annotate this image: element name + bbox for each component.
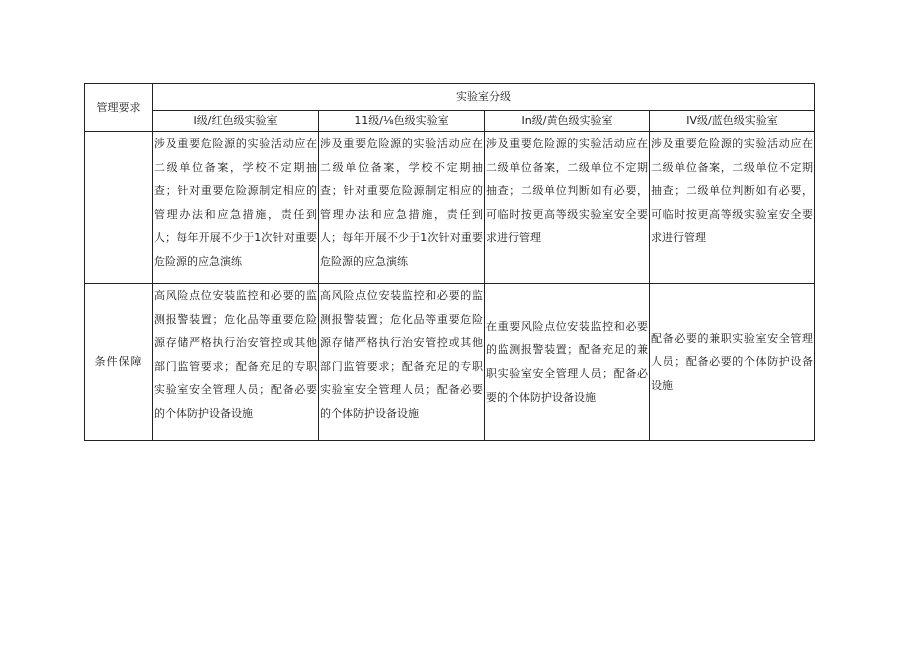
cell-text: 涉及重要危险源的实验活动应在二级单位备案，二级单位不定期抽查；二级单位判断如有必要，可临时按更高等级实验室安全要求进行管理	[486, 137, 648, 245]
cell-text: 配备必要的兼职实验室安全管理人员；配备必要的个体防护设备设施	[651, 331, 813, 392]
group-header: 实验室分级	[153, 84, 815, 111]
table-cell	[650, 132, 815, 284]
level-header-2: 11级/⅛色级实验室	[319, 111, 485, 132]
level-header-1: I级/红色级实验室	[153, 111, 319, 132]
header-row-group	[85, 84, 815, 111]
cell-text: 涉及重要危险源的实验活动应在二级单位备案，学校不定期抽查；针对重要危险源制定相应的管理办法和应急措施，责任到人；每年开展不少于1次针对重要危险源的应急演练	[320, 137, 483, 268]
header-row-levels	[85, 111, 815, 132]
row-label	[85, 132, 153, 284]
table-row	[85, 132, 815, 284]
requirements-table	[84, 83, 815, 441]
cell-text: 在重要风险点位安装监控和必要的监测报警装置；配备充足的兼职实验室安全管理人员；配备必要的个体防护设备设施	[486, 319, 648, 404]
cell-text: 高风险点位安装监控和必要的监测报警装置；危化品等重要危险源存储严格执行治安管控或其他部门监管要求；配备充足的专职实验室安全管理人员；配备必要的个体防护设备设施	[154, 289, 317, 420]
table-cell	[485, 284, 650, 441]
table-cell	[650, 284, 815, 441]
table-cell	[319, 132, 485, 284]
table-cell	[153, 284, 319, 441]
table-row	[85, 284, 815, 441]
table-cell	[319, 284, 485, 441]
cell-text: 涉及重要危险源的实验活动应在二级单位备案，二级单位不定期抽查；二级单位判断如有必要，可临时按更高等级实验室安全要求进行管理	[651, 137, 813, 245]
level-header-3: In级/黄色级实验室	[485, 111, 650, 132]
table-cell	[485, 132, 650, 284]
corner-header: 管理要求	[85, 84, 153, 132]
cell-text: 涉及重要危险源的实验活动应在二级单位备案，学校不定期抽查；针对重要危险源制定相应的管理办法和应急措施，责任到人；每年开展不少于1次针对重要危险源的应急演练	[154, 137, 317, 268]
cell-text: 高风险点位安装监控和必要的监测报警装置；危化品等重要危险源存储严格执行治安管控或其他部门监管要求；配备充足的专职实验室安全管理人员；配备必要的个体防护设备设施	[320, 289, 483, 420]
level-header-4: IV级/蓝色级实验室	[650, 111, 815, 132]
row-label: 条件保障	[85, 284, 153, 441]
table-cell	[153, 132, 319, 284]
